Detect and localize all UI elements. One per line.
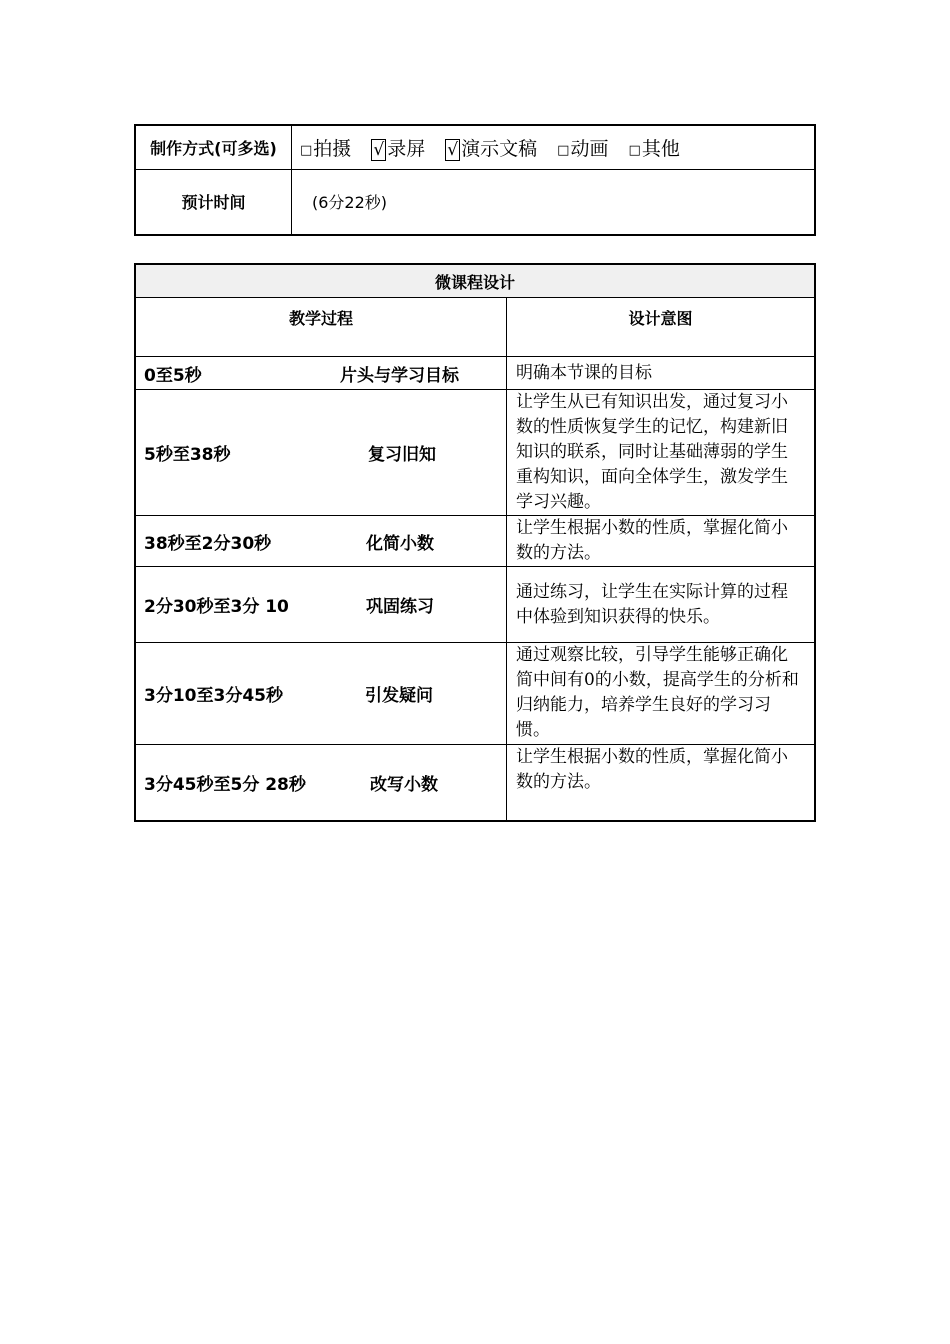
intent-cell: 让学生从已有知识出发，通过复习小数的性质恢复学生的记忆，构建新旧知识的联系，同时让基础薄弱的学生重构知识，面向全体学生，激发学生学习兴趣。	[507, 390, 816, 516]
checkbox-empty-icon: □	[557, 142, 570, 158]
table-row	[135, 516, 815, 567]
segment-name: 化简小数	[366, 533, 434, 554]
segment-name: 巩固练习	[366, 597, 434, 617]
table-row	[135, 357, 815, 390]
segment-time: 3分45秒至5分 28秒	[144, 774, 306, 795]
table-header-row	[135, 298, 815, 357]
segment-time: 5秒至38秒	[144, 445, 231, 465]
table-row	[135, 390, 815, 516]
segment-time: 38秒至2分30秒	[144, 533, 272, 554]
micro-course-design-table	[134, 263, 816, 822]
table-row	[135, 567, 815, 643]
option-animation[interactable]: □动画	[557, 137, 609, 160]
option-slides[interactable]: √ 演示文稿	[447, 137, 538, 160]
option-screen-record[interactable]: √ 录屏	[373, 137, 426, 160]
table-title: 微课程设计	[135, 264, 815, 298]
process-cell	[135, 516, 507, 567]
table-row	[135, 643, 815, 745]
segment-name: 引发疑问	[365, 686, 433, 706]
time-value: (6分22秒)	[292, 169, 816, 235]
segment-time: 0至5秒	[144, 365, 202, 386]
segment-time: 3分10至3分45秒	[144, 686, 283, 706]
checkbox-empty-icon: □	[300, 142, 313, 158]
process-cell	[135, 745, 507, 821]
time-label: 预计时间	[135, 169, 292, 235]
checkmark-icon: √	[373, 139, 385, 160]
time-row	[135, 169, 815, 235]
checkmark-icon: √	[447, 139, 459, 160]
segment-name: 复习旧知	[368, 445, 436, 465]
option-other[interactable]: □其他	[628, 137, 680, 160]
method-row	[135, 125, 815, 169]
segment-time: 2分30秒至3分 10	[144, 597, 289, 617]
intent-cell: 通过练习，让学生在实际计算的过程中体验到知识获得的快乐。	[507, 567, 816, 643]
method-options	[292, 125, 816, 169]
production-info-table	[134, 124, 816, 236]
process-cell	[135, 390, 507, 516]
table-title-row	[135, 264, 815, 298]
option-shoot[interactable]: □拍摄	[300, 137, 352, 160]
process-cell	[135, 567, 507, 643]
table-row	[135, 745, 815, 821]
intent-cell: 让学生根据小数的性质，掌握化简小数的方法。	[507, 745, 816, 821]
intent-cell: 让学生根据小数的性质，掌握化简小数的方法。	[507, 516, 816, 567]
checkbox-empty-icon: □	[628, 142, 641, 158]
segment-name: 片头与学习目标	[340, 365, 459, 386]
intent-cell: 明确本节课的目标	[507, 357, 816, 390]
column-header-intent: 设计意图	[507, 298, 816, 357]
column-header-process: 教学过程	[135, 298, 507, 357]
method-label: 制作方式(可多选)	[135, 125, 292, 169]
segment-name: 改写小数	[370, 774, 438, 795]
process-cell	[135, 357, 507, 390]
intent-cell: 通过观察比较，引导学生能够正确化简中间有0的小数，提高学生的分析和归纳能力，培养学生良好的学习习惯。	[507, 643, 816, 745]
process-cell	[135, 643, 507, 745]
